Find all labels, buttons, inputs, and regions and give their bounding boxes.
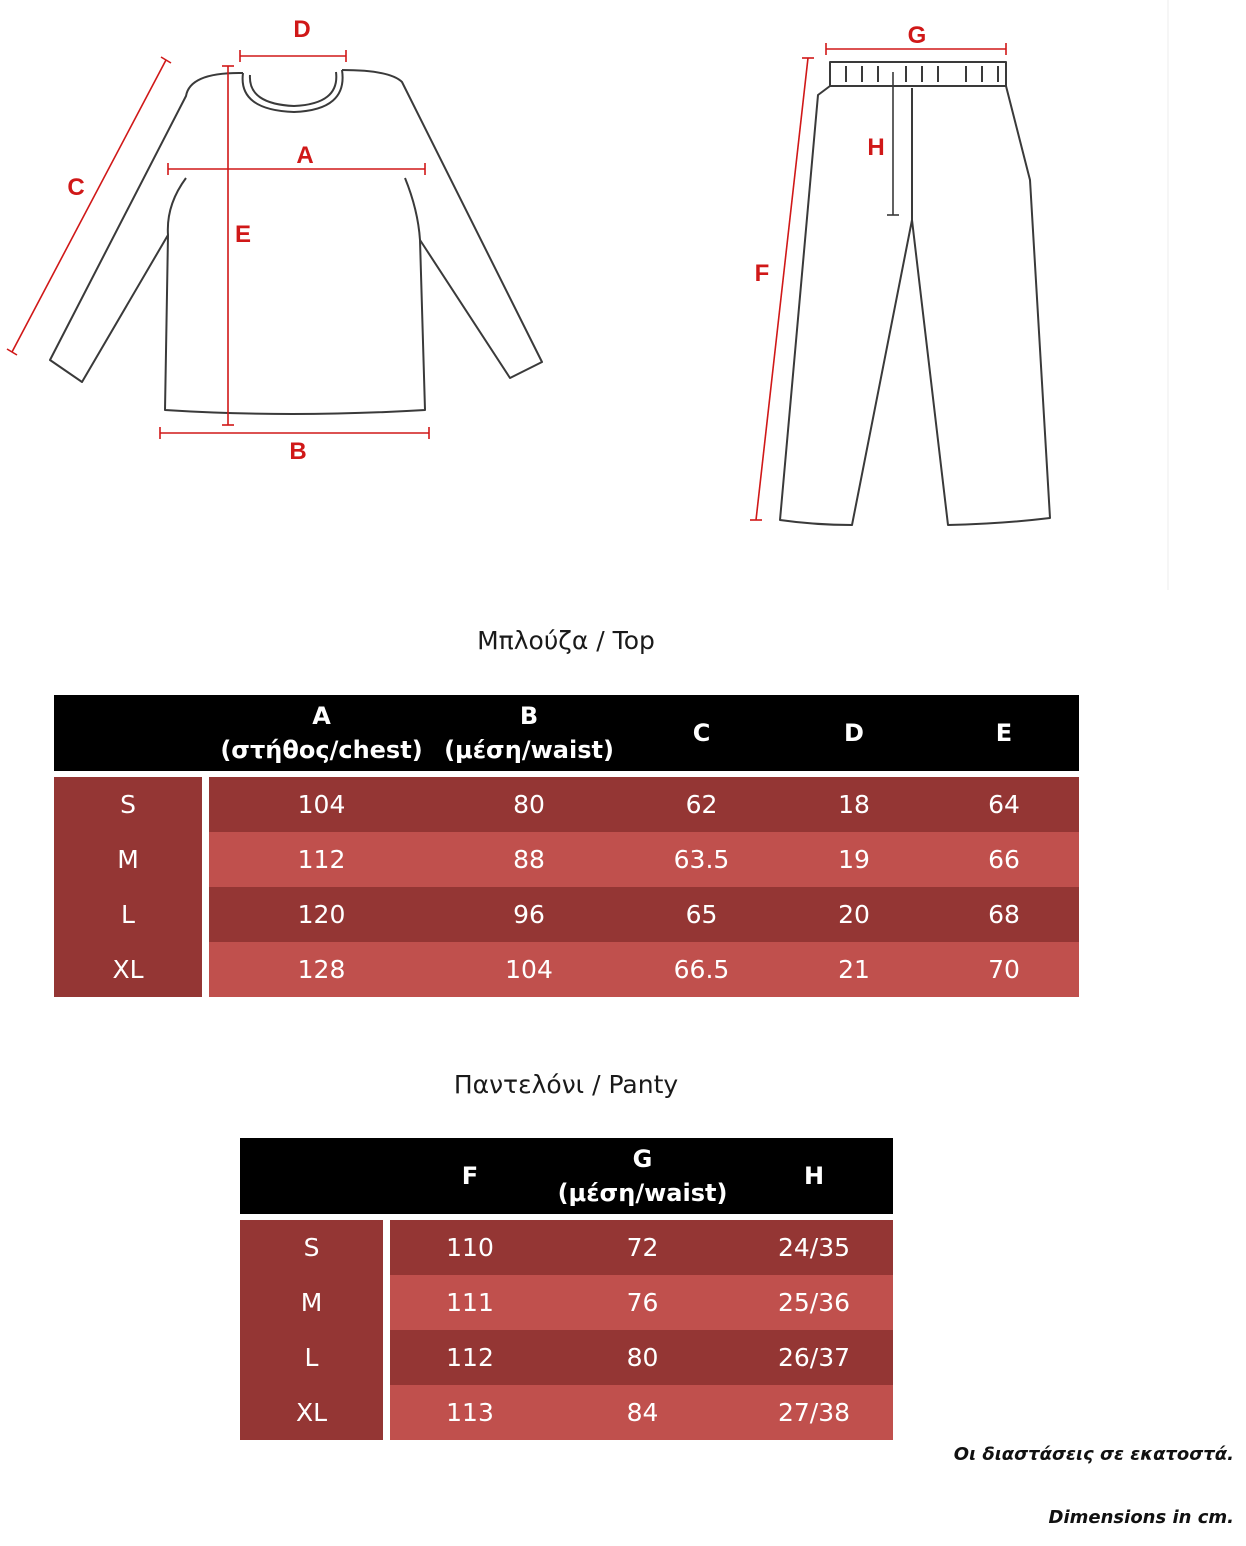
label-g: G bbox=[907, 22, 927, 49]
label-e: E bbox=[234, 221, 252, 248]
dimensions-note-greek: Οι διαστάσεις σε εκατοστά. bbox=[953, 1444, 1234, 1465]
table-row bbox=[240, 1385, 893, 1440]
table-cell: 24/35 bbox=[735, 1214, 893, 1275]
table-cell: 64 bbox=[929, 771, 1079, 832]
table-cell: 62 bbox=[624, 771, 779, 832]
header-g: G (μέση/waist) bbox=[550, 1138, 735, 1214]
size-label: XL bbox=[54, 942, 209, 997]
table-row bbox=[240, 1330, 893, 1385]
table-cell: 128 bbox=[209, 942, 434, 997]
table-row bbox=[54, 887, 1079, 942]
label-c: C bbox=[67, 174, 85, 201]
table-cell: 72 bbox=[550, 1214, 735, 1275]
table-cell: 21 bbox=[779, 942, 929, 997]
table-cell: 27/38 bbox=[735, 1385, 893, 1440]
size-label: M bbox=[54, 832, 209, 887]
label-f: F bbox=[754, 260, 770, 287]
header-h: H bbox=[735, 1138, 893, 1214]
label-h: H bbox=[867, 134, 885, 161]
header-b: B (μέση/waist) bbox=[434, 695, 624, 771]
table-cell: 63.5 bbox=[624, 832, 779, 887]
table-row bbox=[240, 1214, 893, 1275]
size-label: L bbox=[54, 887, 209, 942]
table-cell: 112 bbox=[390, 1330, 550, 1385]
table-cell: 96 bbox=[434, 887, 624, 942]
size-label: M bbox=[240, 1275, 390, 1330]
shirt-outline bbox=[50, 70, 542, 414]
waist-depth-line bbox=[887, 72, 899, 215]
size-label: S bbox=[240, 1214, 390, 1275]
size-label: L bbox=[240, 1330, 390, 1385]
header-f: F bbox=[390, 1138, 550, 1214]
table-cell: 70 bbox=[929, 942, 1079, 997]
table-cell: 25/36 bbox=[735, 1275, 893, 1330]
table-row bbox=[240, 1275, 893, 1330]
table-row bbox=[54, 771, 1079, 832]
measurement-lines bbox=[7, 43, 1006, 520]
pants-table-title: Παντελόνι / Panty bbox=[453, 1070, 679, 1099]
label-b: B bbox=[289, 438, 307, 465]
table-cell: 88 bbox=[434, 832, 624, 887]
table-cell: 19 bbox=[779, 832, 929, 887]
top-table-header bbox=[54, 695, 1079, 771]
pants-size-table bbox=[240, 1138, 893, 1440]
table-cell: 76 bbox=[550, 1275, 735, 1330]
table-cell: 66.5 bbox=[624, 942, 779, 997]
pants-outline bbox=[780, 62, 1050, 525]
table-cell: 110 bbox=[390, 1214, 550, 1275]
label-a: A bbox=[296, 142, 314, 169]
garment-measurement-diagram bbox=[0, 0, 1246, 600]
table-cell: 120 bbox=[209, 887, 434, 942]
table-cell: 68 bbox=[929, 887, 1079, 942]
header-corner bbox=[54, 695, 209, 771]
size-label: S bbox=[54, 771, 209, 832]
table-cell: 65 bbox=[624, 887, 779, 942]
table-cell: 104 bbox=[209, 771, 434, 832]
table-row bbox=[54, 832, 1079, 887]
header-c: C bbox=[624, 695, 779, 771]
table-cell: 20 bbox=[779, 887, 929, 942]
table-cell: 80 bbox=[550, 1330, 735, 1385]
table-cell: 66 bbox=[929, 832, 1079, 887]
top-table-title: Μπλούζα / Top bbox=[477, 626, 655, 655]
table-cell: 80 bbox=[434, 771, 624, 832]
header-d: D bbox=[779, 695, 929, 771]
table-cell: 26/37 bbox=[735, 1330, 893, 1385]
table-cell: 84 bbox=[550, 1385, 735, 1440]
size-label: XL bbox=[240, 1385, 390, 1440]
label-d: D bbox=[293, 16, 311, 43]
table-cell: 104 bbox=[434, 942, 624, 997]
table-cell: 113 bbox=[390, 1385, 550, 1440]
header-e: E bbox=[929, 695, 1079, 771]
table-cell: 111 bbox=[390, 1275, 550, 1330]
table-row bbox=[54, 942, 1079, 997]
dimensions-note-english: Dimensions in cm. bbox=[1048, 1507, 1234, 1528]
header-corner bbox=[240, 1138, 390, 1214]
header-a: A (στήθος/chest) bbox=[209, 695, 434, 771]
table-cell: 18 bbox=[779, 771, 929, 832]
pants-table-header bbox=[240, 1138, 893, 1214]
table-cell: 112 bbox=[209, 832, 434, 887]
top-size-table bbox=[54, 695, 1079, 997]
